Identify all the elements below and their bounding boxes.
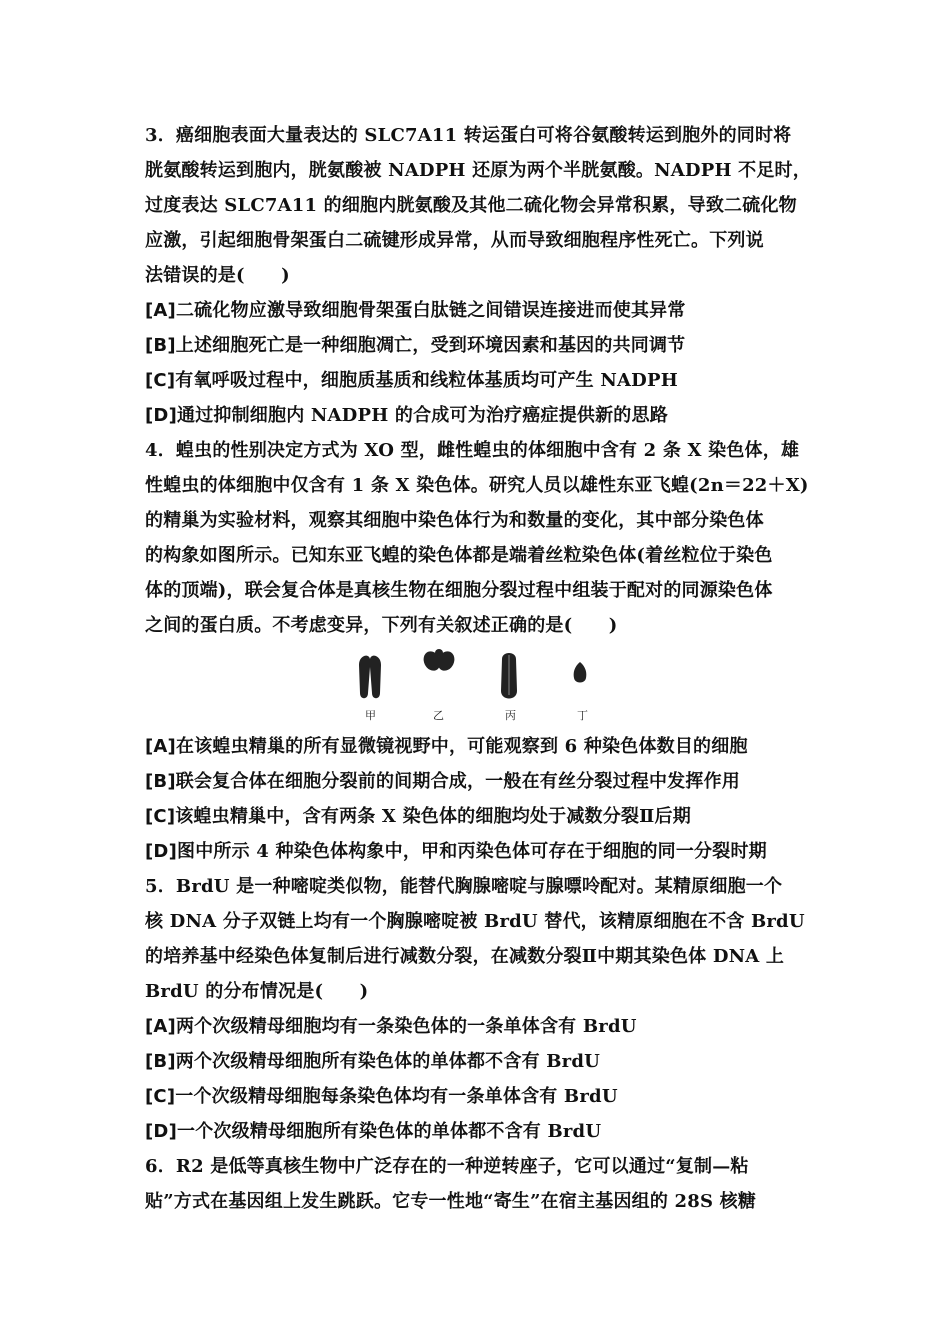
question-3-option-d[interactable] [145,398,825,433]
question-6 [145,1149,825,1219]
question-5-line-4: BrdU 的分布情况是( ) [145,981,369,1002]
option-text: 两个次级精母细胞均有一条染色体的一条单体含有 BrdU [175,1016,637,1037]
option-tag: [C] [145,370,176,391]
document-page [145,118,825,1219]
chromosome-jia-icon [355,653,385,701]
question-4-option-c[interactable] [145,799,825,834]
question-4-line-6: 之间的蛋白质。不考虑变异，下列有关叙述正确的是( ) [145,615,618,636]
question-3-line-2: 胱氨酸转运到胞内，胱氨酸被 NADPH 还原为两个半胱氨酸。NADPH 不足时， [145,160,811,181]
option-text: 二硫化物应激导致细胞骨架蛋白肽链之间错误连接进而使其异常 [175,300,686,321]
option-text: 在该蝗虫精巢的所有显微镜视野中，可能观察到 6 种染色体数目的细胞 [175,736,748,757]
option-tag: [D] [145,1121,177,1142]
option-text: 有氧呼吸过程中，细胞质基质和线粒体基质均可产生 NADPH [175,370,678,391]
chromosome-ding-icon [571,661,589,685]
figure-label-jia: 甲 [365,709,376,722]
option-tag: [C] [145,1086,176,1107]
question-5-line-2: 核 DNA 分子双链上均有一个胸腺嘧啶被 BrdU 替代，该精原细胞在不含 BrdU [145,911,805,932]
option-tag: [A] [145,1016,176,1037]
question-3-option-c[interactable] [145,363,825,398]
question-4-line-5: 体的顶端)，联会复合体是真核生物在细胞分裂过程中组装于配对的同源染色体 [145,580,773,601]
figure-label-yi: 乙 [433,709,444,722]
option-text: 两个次级精母细胞所有染色体的单体都不含有 BrdU [175,1051,601,1072]
question-3-option-b[interactable] [145,328,825,363]
question-5-option-a[interactable] [145,1009,825,1044]
option-tag: [B] [145,771,176,792]
question-5 [145,869,825,1149]
option-tag: [D] [145,841,177,862]
option-tag: [A] [145,300,176,321]
option-text: 一个次级精母细胞所有染色体的单体都不含有 BrdU [177,1121,602,1142]
option-text: 该蝗虫精巢中，含有两条 X 染色体的细胞均处于减数分裂Ⅱ后期 [175,806,691,827]
option-tag: [D] [145,405,177,426]
question-3-line-5: 法错误的是( ) [145,265,290,286]
option-text: 一个次级精母细胞每条染色体均有一条单体含有 BrdU [175,1086,618,1107]
question-4-option-b[interactable] [145,764,825,799]
question-4 [145,433,825,869]
figure-label-bing: 丙 [505,709,516,722]
question-3 [145,118,825,433]
question-5-line-1: 5．BrdU 是一种嘧啶类似物，能替代胸腺嘧啶与腺嘌呤配对。某精原细胞一个 [145,876,783,897]
chromosome-yi-icon [423,647,455,673]
question-4-line-4: 的构象如图所示。已知东亚飞蝗的染色体都是端着丝粒染色体(着丝粒位于染色 [145,545,773,566]
option-tag: [B] [145,1051,176,1072]
option-text: 上述细胞死亡是一种细胞凋亡，受到环境因素和基因的共同调节 [175,335,686,356]
option-text: 图中所示 4 种染色体构象中，甲和丙染色体可存在于细胞的同一分裂时期 [177,841,767,862]
question-6-line-2: 贴”方式在基因组上发生跳跃。它专一性地“寄生”在宿主基因组的 28S 核糖 [145,1191,757,1212]
option-tag: [B] [145,335,176,356]
question-4-option-d[interactable] [145,834,825,869]
chromosome-figure [145,645,825,729]
question-3-line-3: 过度表达 SLC7A11 的细胞内胱氨酸及其他二硫化物会异常积累，导致二硫化物 [145,195,797,216]
option-tag: [C] [145,806,176,827]
chromosome-bing-icon [498,651,520,701]
question-4-line-1: 4．蝗虫的性别决定方式为 XO 型，雌性蝗虫的体细胞中含有 2 条 X 染色体，雄 [145,440,800,461]
option-text: 通过抑制细胞内 NADPH 的合成可为治疗癌症提供新的思路 [177,405,668,426]
question-5-line-3: 的培养基中经染色体复制后进行减数分裂，在减数分裂Ⅱ中期其染色体 DNA 上 [145,946,785,967]
question-4-line-3: 的精巢为实验材料，观察其细胞中染色体行为和数量的变化，其中部分染色体 [145,510,764,531]
question-4-line-2: 性蝗虫的体细胞中仅含有 1 条 X 染色体。研究人员以雄性东亚飞蝗(2n＝22＋X) [145,475,809,496]
question-5-option-d[interactable] [145,1114,825,1149]
question-3-line-1: 3．癌细胞表面大量表达的 SLC7A11 转运蛋白可将谷氨酸转运到胞外的同时将 [145,125,792,146]
question-6-line-1: 6．R2 是低等真核生物中广泛存在的一种逆转座子，它可以通过“复制—粘 [145,1156,749,1177]
option-tag: [A] [145,736,176,757]
question-3-line-4: 应激，引起细胞骨架蛋白二硫键形成异常，从而导致细胞程序性死亡。下列说 [145,230,764,251]
question-3-option-a[interactable] [145,293,825,328]
question-5-option-b[interactable] [145,1044,825,1079]
question-5-option-c[interactable] [145,1079,825,1114]
question-4-option-a[interactable] [145,729,825,764]
figure-label-ding: 丁 [577,709,588,722]
option-text: 联会复合体在细胞分裂前的间期合成，一般在有丝分裂过程中发挥作用 [175,771,740,792]
